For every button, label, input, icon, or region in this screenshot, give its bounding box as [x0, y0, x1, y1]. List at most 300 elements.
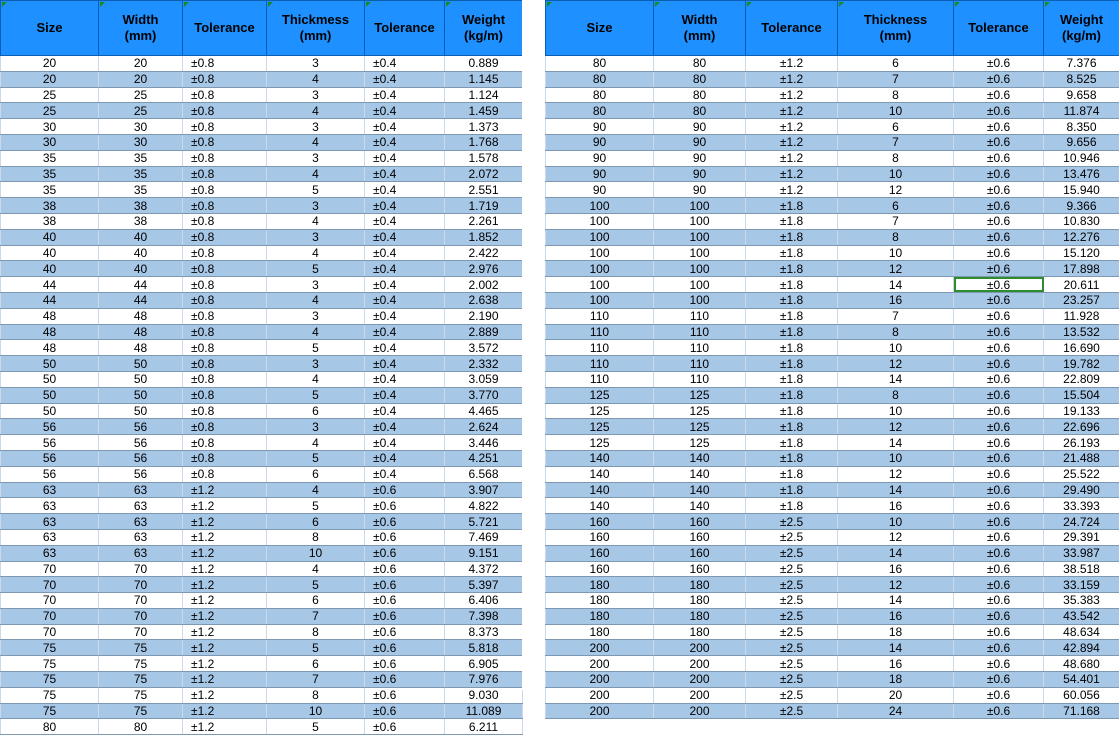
cell-weight[interactable]: 4.822 [445, 498, 523, 514]
cell-width[interactable]: 80 [654, 103, 746, 119]
cell-thickness-tolerance[interactable]: ±0.6 [954, 687, 1044, 703]
cell-width[interactable]: 160 [654, 529, 746, 545]
cell-weight[interactable]: 23.257 [1044, 292, 1119, 308]
cell-width[interactable]: 200 [654, 640, 746, 656]
cell-thickness[interactable]: 7 [838, 71, 954, 87]
cell-size[interactable]: 160 [546, 529, 654, 545]
cell-weight[interactable]: 2.332 [445, 356, 523, 372]
cell-tolerance[interactable]: ±1.2 [183, 514, 267, 530]
cell-tolerance[interactable]: ±0.8 [183, 403, 267, 419]
cell-thickness[interactable]: 5 [267, 340, 365, 356]
cell-size[interactable]: 63 [1, 482, 99, 498]
cell-weight[interactable]: 1.145 [445, 71, 523, 87]
cell-thickness-tolerance[interactable]: ±0.6 [954, 119, 1044, 135]
cell-thickness-tolerance[interactable]: ±0.4 [365, 166, 445, 182]
cell-width[interactable]: 180 [654, 577, 746, 593]
cell-size[interactable]: 80 [546, 87, 654, 103]
cell-thickness[interactable]: 8 [838, 87, 954, 103]
cell-weight[interactable]: 29.391 [1044, 529, 1119, 545]
cell-width[interactable]: 80 [654, 87, 746, 103]
cell-weight[interactable]: 7.398 [445, 608, 523, 624]
cell-tolerance[interactable]: ±1.2 [746, 150, 838, 166]
cell-tolerance[interactable]: ±2.5 [746, 656, 838, 672]
cell-width[interactable]: 110 [654, 308, 746, 324]
cell-width[interactable]: 63 [99, 545, 183, 561]
cell-weight[interactable]: 8.525 [1044, 71, 1119, 87]
cell-thickness-tolerance[interactable]: ±0.6 [954, 56, 1044, 72]
cell-thickness-tolerance[interactable]: ±0.6 [954, 419, 1044, 435]
cell-weight[interactable]: 11.928 [1044, 308, 1119, 324]
cell-tolerance[interactable]: ±1.2 [183, 624, 267, 640]
cell-width[interactable]: 50 [99, 371, 183, 387]
cell-weight[interactable]: 2.889 [445, 324, 523, 340]
cell-thickness[interactable]: 8 [838, 150, 954, 166]
cell-tolerance[interactable]: ±0.8 [183, 324, 267, 340]
col-header-weight[interactable]: Weight (kg/m) [1044, 1, 1119, 56]
cell-tolerance[interactable]: ±1.2 [746, 103, 838, 119]
cell-tolerance[interactable]: ±0.8 [183, 213, 267, 229]
cell-tolerance[interactable]: ±1.2 [183, 719, 267, 735]
cell-thickness-tolerance[interactable]: ±0.6 [365, 687, 445, 703]
cell-thickness[interactable]: 10 [838, 403, 954, 419]
cell-thickness-tolerance[interactable]: ±0.6 [954, 450, 1044, 466]
cell-thickness-tolerance[interactable]: ±0.4 [365, 292, 445, 308]
cell-size[interactable]: 90 [546, 119, 654, 135]
cell-tolerance[interactable]: ±1.8 [746, 498, 838, 514]
cell-thickness-tolerance[interactable]: ±0.6 [954, 356, 1044, 372]
cell-thickness-tolerance[interactable]: ±0.6 [954, 340, 1044, 356]
cell-weight[interactable]: 13.476 [1044, 166, 1119, 182]
cell-thickness[interactable]: 14 [838, 435, 954, 451]
cell-width[interactable]: 140 [654, 466, 746, 482]
cell-tolerance[interactable]: ±0.8 [183, 435, 267, 451]
cell-thickness-tolerance[interactable]: ±0.4 [365, 87, 445, 103]
cell-tolerance[interactable]: ±2.5 [746, 561, 838, 577]
cell-thickness[interactable]: 14 [838, 482, 954, 498]
cell-thickness-tolerance[interactable]: ±0.6 [365, 624, 445, 640]
col-header-weight[interactable]: Weight (kg/m) [445, 1, 523, 56]
cell-size[interactable]: 48 [1, 308, 99, 324]
cell-size[interactable]: 70 [1, 593, 99, 609]
cell-width[interactable]: 63 [99, 482, 183, 498]
cell-size[interactable]: 50 [1, 403, 99, 419]
cell-tolerance[interactable]: ±1.2 [746, 166, 838, 182]
cell-thickness[interactable]: 10 [838, 166, 954, 182]
cell-size[interactable]: 180 [546, 593, 654, 609]
cell-weight[interactable]: 25.522 [1044, 466, 1119, 482]
cell-width[interactable]: 25 [99, 103, 183, 119]
cell-tolerance[interactable]: ±1.8 [746, 403, 838, 419]
cell-tolerance[interactable]: ±1.8 [746, 450, 838, 466]
cell-weight[interactable]: 60.056 [1044, 687, 1119, 703]
cell-weight[interactable]: 13.532 [1044, 324, 1119, 340]
cell-weight[interactable]: 3.059 [445, 371, 523, 387]
cell-thickness[interactable]: 4 [267, 324, 365, 340]
cell-thickness[interactable]: 3 [267, 56, 365, 72]
cell-tolerance[interactable]: ±2.5 [746, 640, 838, 656]
cell-thickness-tolerance[interactable]: ±0.6 [954, 608, 1044, 624]
cell-thickness[interactable]: 4 [267, 245, 365, 261]
cell-thickness[interactable]: 4 [267, 134, 365, 150]
cell-size[interactable]: 160 [546, 545, 654, 561]
cell-thickness-tolerance[interactable]: ±0.4 [365, 150, 445, 166]
cell-weight[interactable]: 2.422 [445, 245, 523, 261]
cell-weight[interactable]: 1.459 [445, 103, 523, 119]
cell-tolerance[interactable]: ±0.8 [183, 356, 267, 372]
cell-weight[interactable]: 2.624 [445, 419, 523, 435]
cell-width[interactable]: 160 [654, 545, 746, 561]
cell-size[interactable]: 63 [1, 514, 99, 530]
col-header-width[interactable]: Width (mm) [99, 1, 183, 56]
cell-size[interactable]: 50 [1, 371, 99, 387]
cell-thickness-tolerance[interactable]: ±0.4 [365, 134, 445, 150]
cell-thickness-tolerance[interactable]: ±0.6 [954, 229, 1044, 245]
cell-weight[interactable]: 5.397 [445, 577, 523, 593]
cell-size[interactable]: 200 [546, 672, 654, 688]
cell-thickness-tolerance[interactable]: ±0.6 [954, 672, 1044, 688]
cell-thickness-tolerance[interactable]: ±0.4 [365, 419, 445, 435]
cell-weight[interactable]: 21.488 [1044, 450, 1119, 466]
cell-tolerance[interactable]: ±1.8 [746, 308, 838, 324]
cell-tolerance[interactable]: ±1.8 [746, 213, 838, 229]
cell-thickness-tolerance[interactable]: ±0.6 [365, 656, 445, 672]
cell-size[interactable]: 200 [546, 687, 654, 703]
cell-tolerance[interactable]: ±1.2 [183, 545, 267, 561]
cell-size[interactable]: 80 [546, 56, 654, 72]
cell-tolerance[interactable]: ±0.8 [183, 166, 267, 182]
cell-weight[interactable]: 6.211 [445, 719, 523, 735]
cell-thickness[interactable]: 4 [267, 103, 365, 119]
cell-thickness-tolerance[interactable]: ±0.6 [365, 529, 445, 545]
cell-weight[interactable]: 71.168 [1044, 703, 1119, 719]
cell-weight[interactable]: 3.907 [445, 482, 523, 498]
cell-size[interactable]: 48 [1, 324, 99, 340]
cell-thickness[interactable]: 14 [838, 545, 954, 561]
cell-size[interactable]: 63 [1, 498, 99, 514]
cell-tolerance[interactable]: ±0.8 [183, 292, 267, 308]
cell-size[interactable]: 100 [546, 198, 654, 214]
cell-tolerance[interactable]: ±0.8 [183, 150, 267, 166]
col-header-tolerance[interactable]: Tolerance [183, 1, 267, 56]
cell-width[interactable]: 70 [99, 561, 183, 577]
cell-size[interactable]: 70 [1, 608, 99, 624]
cell-width[interactable]: 70 [99, 577, 183, 593]
cell-thickness[interactable]: 10 [838, 245, 954, 261]
cell-thickness[interactable]: 5 [267, 640, 365, 656]
cell-thickness[interactable]: 7 [838, 308, 954, 324]
cell-width[interactable]: 30 [99, 134, 183, 150]
col-header-thickness[interactable]: Thickness (mm) [838, 1, 954, 56]
cell-width[interactable]: 160 [654, 561, 746, 577]
cell-tolerance[interactable]: ±2.5 [746, 545, 838, 561]
cell-weight[interactable]: 10.830 [1044, 213, 1119, 229]
cell-width[interactable]: 125 [654, 419, 746, 435]
cell-size[interactable]: 200 [546, 656, 654, 672]
cell-weight[interactable]: 11.874 [1044, 103, 1119, 119]
cell-weight[interactable]: 35.383 [1044, 593, 1119, 609]
cell-width[interactable]: 100 [654, 292, 746, 308]
cell-thickness-tolerance[interactable]: ±0.6 [954, 292, 1044, 308]
cell-size[interactable]: 75 [1, 703, 99, 719]
cell-thickness[interactable]: 3 [267, 150, 365, 166]
cell-tolerance[interactable]: ±1.2 [183, 608, 267, 624]
cell-tolerance[interactable]: ±1.8 [746, 277, 838, 293]
cell-weight[interactable]: 15.504 [1044, 387, 1119, 403]
cell-thickness-tolerance[interactable]: ±0.4 [365, 56, 445, 72]
cell-thickness-tolerance[interactable]: ±0.6 [954, 150, 1044, 166]
cell-tolerance[interactable]: ±0.8 [183, 182, 267, 198]
cell-thickness[interactable]: 5 [267, 182, 365, 198]
cell-tolerance[interactable]: ±0.8 [183, 261, 267, 277]
cell-size[interactable]: 40 [1, 261, 99, 277]
cell-size[interactable]: 100 [546, 213, 654, 229]
cell-width[interactable]: 35 [99, 182, 183, 198]
cell-width[interactable]: 80 [99, 719, 183, 735]
cell-tolerance[interactable]: ±1.2 [183, 529, 267, 545]
cell-size[interactable]: 38 [1, 213, 99, 229]
cell-weight[interactable]: 2.551 [445, 182, 523, 198]
cell-size[interactable]: 100 [546, 229, 654, 245]
cell-width[interactable]: 125 [654, 403, 746, 419]
cell-size[interactable]: 63 [1, 545, 99, 561]
col-header-thickness[interactable]: Thickmess (mm) [267, 1, 365, 56]
cell-thickness[interactable]: 10 [838, 340, 954, 356]
cell-tolerance[interactable]: ±1.8 [746, 292, 838, 308]
cell-thickness[interactable]: 8 [838, 324, 954, 340]
cell-size[interactable]: 35 [1, 150, 99, 166]
cell-weight[interactable]: 33.987 [1044, 545, 1119, 561]
cell-width[interactable]: 140 [654, 482, 746, 498]
cell-thickness-tolerance[interactable]: ±0.6 [365, 608, 445, 624]
cell-width[interactable]: 40 [99, 261, 183, 277]
cell-size[interactable]: 48 [1, 340, 99, 356]
cell-tolerance[interactable]: ±1.8 [746, 419, 838, 435]
cell-weight[interactable]: 1.578 [445, 150, 523, 166]
col-header-size[interactable]: Size [546, 1, 654, 56]
cell-weight[interactable]: 15.940 [1044, 182, 1119, 198]
cell-width[interactable]: 110 [654, 356, 746, 372]
cell-thickness[interactable]: 12 [838, 182, 954, 198]
cell-size[interactable]: 180 [546, 608, 654, 624]
cell-size[interactable]: 90 [546, 182, 654, 198]
cell-width[interactable]: 63 [99, 529, 183, 545]
cell-size[interactable]: 30 [1, 134, 99, 150]
cell-size[interactable]: 75 [1, 656, 99, 672]
cell-tolerance[interactable]: ±1.8 [746, 482, 838, 498]
cell-thickness[interactable]: 14 [838, 277, 954, 293]
cell-weight[interactable]: 54.401 [1044, 672, 1119, 688]
cell-tolerance[interactable]: ±1.2 [746, 134, 838, 150]
cell-tolerance[interactable]: ±1.2 [746, 56, 838, 72]
cell-tolerance[interactable]: ±2.5 [746, 672, 838, 688]
cell-thickness[interactable]: 4 [267, 71, 365, 87]
cell-thickness[interactable]: 7 [267, 608, 365, 624]
cell-size[interactable]: 56 [1, 466, 99, 482]
cell-weight[interactable]: 1.852 [445, 229, 523, 245]
cell-width[interactable]: 80 [654, 71, 746, 87]
cell-size[interactable]: 25 [1, 87, 99, 103]
cell-thickness-tolerance[interactable]: ±0.6 [954, 308, 1044, 324]
cell-size[interactable]: 180 [546, 577, 654, 593]
cell-weight[interactable]: 2.976 [445, 261, 523, 277]
cell-thickness-tolerance[interactable]: ±0.6 [954, 624, 1044, 640]
cell-weight[interactable]: 9.151 [445, 545, 523, 561]
cell-thickness[interactable]: 4 [267, 213, 365, 229]
cell-tolerance[interactable]: ±1.8 [746, 356, 838, 372]
cell-thickness-tolerance[interactable]: ±0.4 [365, 245, 445, 261]
cell-tolerance[interactable]: ±0.8 [183, 387, 267, 403]
cell-width[interactable]: 56 [99, 419, 183, 435]
cell-width[interactable]: 44 [99, 277, 183, 293]
cell-thickness-tolerance[interactable]: ±0.4 [365, 371, 445, 387]
cell-width[interactable]: 110 [654, 324, 746, 340]
cell-thickness-tolerance[interactable]: ±0.6 [954, 261, 1044, 277]
cell-width[interactable]: 35 [99, 150, 183, 166]
cell-thickness[interactable]: 4 [267, 292, 365, 308]
cell-size[interactable]: 110 [546, 308, 654, 324]
cell-thickness-tolerance[interactable]: ±0.6 [954, 640, 1044, 656]
cell-tolerance[interactable]: ±1.2 [746, 182, 838, 198]
cell-thickness-tolerance[interactable]: ±0.4 [365, 435, 445, 451]
cell-weight[interactable]: 2.072 [445, 166, 523, 182]
cell-thickness-tolerance[interactable]: ±0.4 [365, 229, 445, 245]
cell-width[interactable]: 180 [654, 593, 746, 609]
cell-thickness-tolerance[interactable]: ±0.4 [365, 71, 445, 87]
cell-thickness-tolerance[interactable]: ±0.6 [365, 545, 445, 561]
cell-thickness-tolerance[interactable]: ±0.6 [365, 640, 445, 656]
cell-size[interactable]: 75 [1, 672, 99, 688]
cell-thickness[interactable]: 5 [267, 719, 365, 735]
cell-tolerance[interactable]: ±1.8 [746, 198, 838, 214]
cell-width[interactable]: 140 [654, 450, 746, 466]
cell-width[interactable]: 160 [654, 514, 746, 530]
cell-thickness-tolerance[interactable]: ±0.4 [365, 182, 445, 198]
cell-weight[interactable]: 6.406 [445, 593, 523, 609]
cell-thickness[interactable]: 3 [267, 198, 365, 214]
cell-thickness-tolerance[interactable]: ±0.6 [954, 371, 1044, 387]
cell-width[interactable]: 90 [654, 119, 746, 135]
cell-weight[interactable]: 7.469 [445, 529, 523, 545]
cell-thickness-tolerance[interactable]: ±0.4 [365, 340, 445, 356]
cell-weight[interactable]: 1.373 [445, 119, 523, 135]
cell-weight[interactable]: 4.372 [445, 561, 523, 577]
cell-thickness[interactable]: 3 [267, 419, 365, 435]
cell-thickness[interactable]: 3 [267, 119, 365, 135]
cell-size[interactable]: 80 [546, 71, 654, 87]
cell-thickness[interactable]: 14 [838, 371, 954, 387]
cell-thickness-tolerance[interactable]: ±0.6 [954, 182, 1044, 198]
cell-size[interactable]: 200 [546, 640, 654, 656]
cell-thickness-tolerance[interactable]: ±0.6 [954, 324, 1044, 340]
cell-width[interactable]: 38 [99, 198, 183, 214]
cell-thickness[interactable]: 10 [267, 545, 365, 561]
cell-tolerance[interactable]: ±0.8 [183, 371, 267, 387]
cell-thickness-tolerance[interactable]: ±0.6 [954, 103, 1044, 119]
cell-thickness[interactable]: 24 [838, 703, 954, 719]
cell-width[interactable]: 75 [99, 687, 183, 703]
cell-size[interactable]: 110 [546, 340, 654, 356]
cell-thickness[interactable]: 3 [267, 277, 365, 293]
cell-weight[interactable]: 12.276 [1044, 229, 1119, 245]
cell-weight[interactable]: 1.768 [445, 134, 523, 150]
cell-thickness-tolerance[interactable]: ±0.4 [365, 450, 445, 466]
cell-thickness[interactable]: 6 [267, 403, 365, 419]
cell-width[interactable]: 44 [99, 292, 183, 308]
cell-thickness-tolerance[interactable]: ±0.4 [365, 103, 445, 119]
cell-tolerance[interactable]: ±2.5 [746, 577, 838, 593]
cell-tolerance[interactable]: ±0.8 [183, 277, 267, 293]
col-header-thickness-tolerance[interactable]: Tolerance [365, 1, 445, 56]
cell-weight[interactable]: 7.376 [1044, 56, 1119, 72]
cell-weight[interactable]: 22.696 [1044, 419, 1119, 435]
cell-width[interactable]: 100 [654, 229, 746, 245]
cell-size[interactable]: 56 [1, 450, 99, 466]
cell-tolerance[interactable]: ±1.8 [746, 324, 838, 340]
cell-width[interactable]: 20 [99, 71, 183, 87]
cell-thickness-tolerance[interactable]: ±0.6 [954, 703, 1044, 719]
col-header-size[interactable]: Size [1, 1, 99, 56]
cell-thickness[interactable]: 8 [838, 387, 954, 403]
cell-weight[interactable]: 48.634 [1044, 624, 1119, 640]
cell-tolerance[interactable]: ±0.8 [183, 308, 267, 324]
cell-thickness[interactable]: 4 [267, 561, 365, 577]
cell-width[interactable]: 38 [99, 213, 183, 229]
cell-thickness[interactable]: 5 [267, 498, 365, 514]
cell-weight[interactable]: 8.373 [445, 624, 523, 640]
cell-tolerance[interactable]: ±1.8 [746, 435, 838, 451]
cell-weight[interactable]: 43.542 [1044, 608, 1119, 624]
cell-width[interactable]: 200 [654, 687, 746, 703]
cell-size[interactable]: 80 [1, 719, 99, 735]
cell-size[interactable]: 44 [1, 292, 99, 308]
cell-width[interactable]: 100 [654, 213, 746, 229]
cell-thickness-tolerance[interactable]: ±0.4 [365, 119, 445, 135]
cell-thickness[interactable]: 7 [838, 213, 954, 229]
cell-tolerance[interactable]: ±1.2 [183, 687, 267, 703]
cell-size[interactable]: 56 [1, 435, 99, 451]
cell-weight[interactable]: 16.690 [1044, 340, 1119, 356]
cell-thickness-tolerance[interactable]: ±0.6 [954, 166, 1044, 182]
cell-thickness[interactable]: 12 [838, 577, 954, 593]
cell-thickness-tolerance[interactable]: ±0.6 [954, 514, 1044, 530]
cell-width[interactable]: 90 [654, 182, 746, 198]
cell-size[interactable]: 200 [546, 703, 654, 719]
cell-tolerance[interactable]: ±0.8 [183, 419, 267, 435]
cell-width[interactable]: 30 [99, 119, 183, 135]
cell-thickness-tolerance[interactable]: ±0.6 [954, 498, 1044, 514]
cell-tolerance[interactable]: ±1.2 [183, 672, 267, 688]
cell-thickness[interactable]: 8 [267, 687, 365, 703]
cell-width[interactable]: 180 [654, 608, 746, 624]
cell-thickness-tolerance[interactable]: ±0.6 [365, 593, 445, 609]
cell-size[interactable]: 160 [546, 561, 654, 577]
cell-width[interactable]: 100 [654, 277, 746, 293]
cell-thickness[interactable]: 6 [838, 198, 954, 214]
cell-weight[interactable]: 7.976 [445, 672, 523, 688]
cell-width[interactable]: 40 [99, 245, 183, 261]
cell-weight[interactable]: 2.190 [445, 308, 523, 324]
cell-width[interactable]: 75 [99, 672, 183, 688]
cell-thickness-tolerance[interactable]: ±0.6 [954, 435, 1044, 451]
cell-thickness[interactable]: 12 [838, 261, 954, 277]
cell-thickness[interactable]: 8 [267, 624, 365, 640]
cell-thickness[interactable]: 12 [838, 419, 954, 435]
cell-thickness-tolerance[interactable]: ±0.6 [954, 656, 1044, 672]
cell-width[interactable]: 180 [654, 624, 746, 640]
cell-thickness-tolerance[interactable]: ±0.6 [954, 593, 1044, 609]
cell-tolerance[interactable]: ±1.8 [746, 387, 838, 403]
cell-thickness-tolerance[interactable]: ±0.6 [365, 498, 445, 514]
